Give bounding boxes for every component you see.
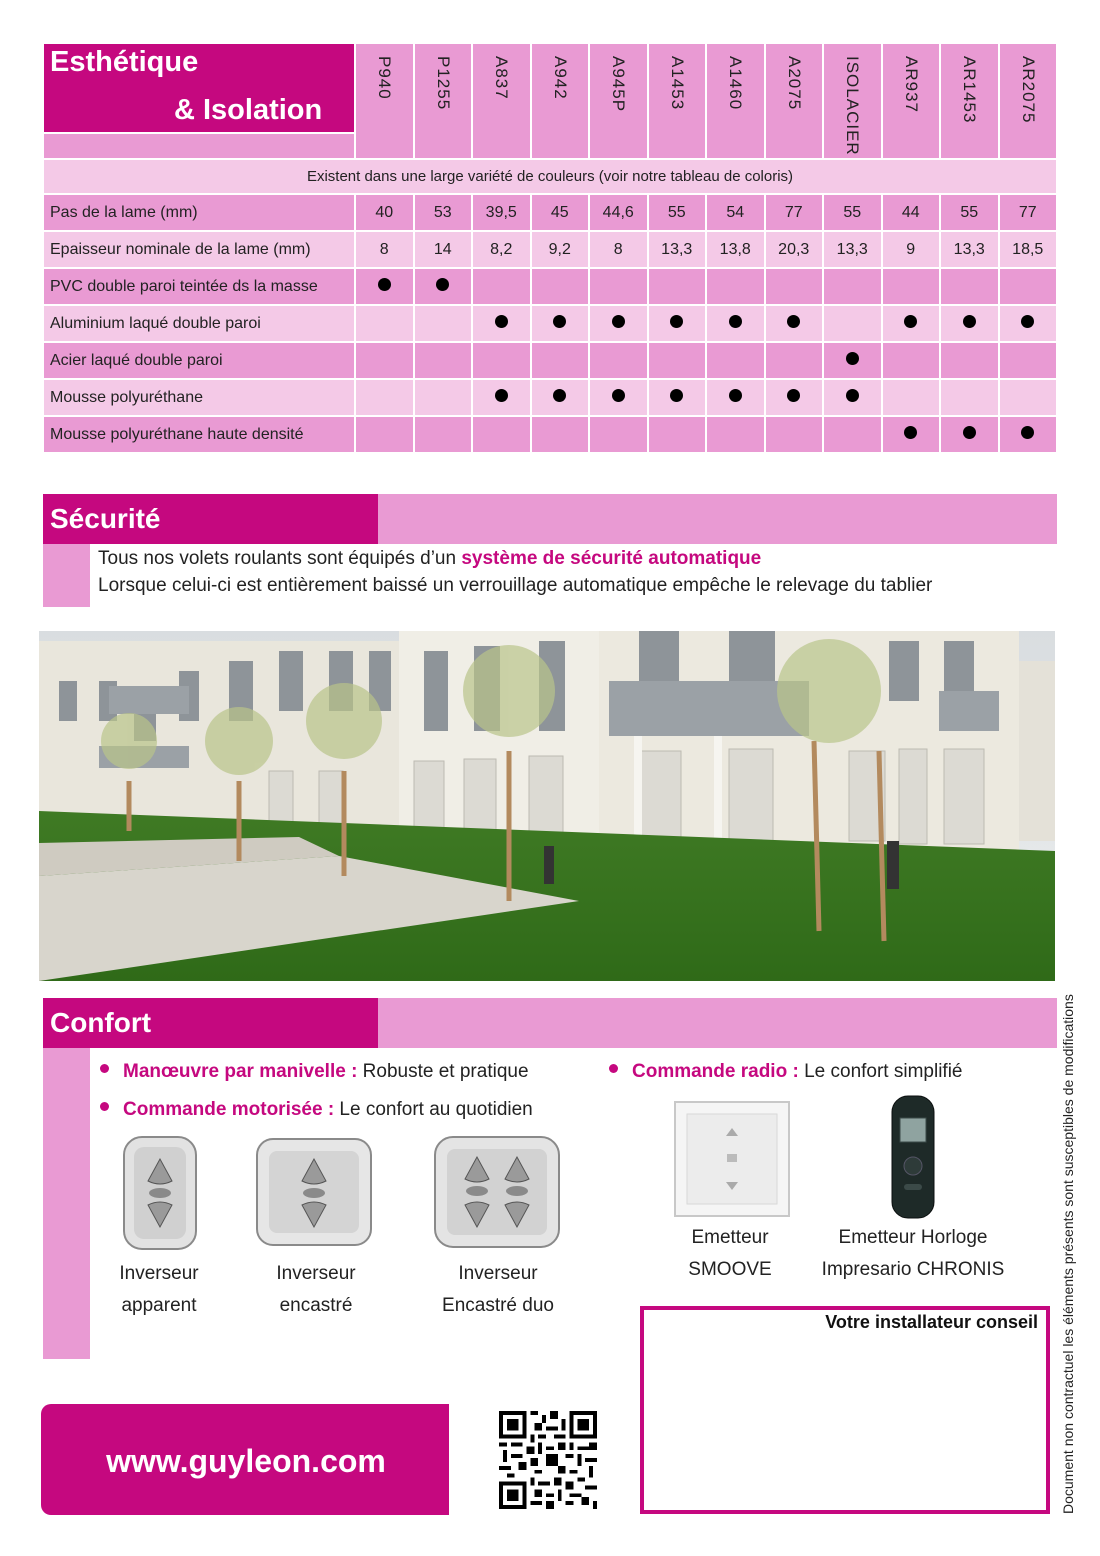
value-cell [415,380,472,415]
feature-dot-cell [532,306,589,341]
smoove-caption: Emetteur SMOOVE [688,1227,772,1280]
switch-apparent-image [122,1135,198,1251]
value-cell [766,343,823,378]
website-bar [41,1404,602,1515]
feature-dot-icon [904,315,917,328]
switch-encastre-caption: Inverseur encastré [276,1263,356,1316]
value-cell [356,380,413,415]
feature-dot-icon [963,315,976,328]
value-cell [473,417,530,452]
value-cell [356,343,413,378]
confort-header-bar [43,998,1057,1048]
model-header: A942 [532,44,589,158]
feature-dot-cell [649,306,706,341]
value-cell [473,269,530,304]
securite-title: Sécurité [43,494,378,544]
value-cell: 77 [1000,195,1057,230]
feature-dot-cell [824,380,881,415]
row-label: Pas de la lame (mm) [44,195,354,230]
value-cell: 40 [356,195,413,230]
value-cell [415,343,472,378]
value-cell [649,417,706,452]
value-cell [941,269,998,304]
value-cell: 54 [707,195,764,230]
value-cell [649,269,706,304]
feature-dot-icon [1021,315,1034,328]
feature-dot-icon [729,389,742,402]
confort-title: Confort [43,998,378,1048]
value-cell [415,306,472,341]
feature-dot-cell [883,417,940,452]
disclaimer: Document non contractuel les éléments présents sont susceptibles de modifications [1060,994,1076,1514]
value-cell [473,343,530,378]
model-header: P940 [356,44,413,158]
securite-line1: Tous nos volets roulants sont équipés d’un système de sécurité automatique [98,548,762,569]
smoove-remote-image [673,1100,791,1218]
bullet-radio: Commande radio : Le confort simplifié [609,1061,963,1083]
feature-dot-cell [766,306,823,341]
feature-dot-cell [590,306,647,341]
value-cell [766,417,823,452]
value-cell: 13,3 [824,232,881,267]
value-cell [356,417,413,452]
feature-dot-icon [553,315,566,328]
securite-highlight: système de sécurité automatique [461,548,762,569]
row-label: Mousse polyuréthane [44,380,354,415]
value-cell [1000,269,1057,304]
model-header: P1255 [415,44,472,158]
building-photo [39,631,1055,981]
value-cell: 13,8 [707,232,764,267]
table-title-line2: & Isolation [174,94,323,126]
value-cell: 77 [766,195,823,230]
feature-dot-icon [612,315,625,328]
feature-dot-icon [436,278,449,291]
table-row [44,380,1056,415]
value-cell [532,269,589,304]
feature-dot-icon [378,278,391,291]
row-label: Acier laqué double paroi [44,343,354,378]
switch-encastre-duo-caption: Inverseur Encastré duo [442,1263,554,1316]
table-row [44,343,1056,378]
table-row [44,232,1056,267]
value-cell [707,417,764,452]
value-cell: 55 [649,195,706,230]
securite-header-bar [43,494,1057,544]
installer-title: Votre installateur conseil [825,1312,1038,1332]
value-cell [824,306,881,341]
table-row [44,306,1056,341]
value-cell [590,343,647,378]
feature-dot-icon [729,315,742,328]
value-cell: 14 [415,232,472,267]
model-header: A837 [473,44,530,158]
value-cell: 55 [824,195,881,230]
value-cell [941,380,998,415]
value-cell [883,343,940,378]
row-label: PVC double paroi teintée ds la masse [44,269,354,304]
feature-dot-cell [707,306,764,341]
feature-dot-icon [553,389,566,402]
feature-dot-cell [1000,306,1057,341]
feature-dot-cell [532,380,589,415]
feature-dot-icon [846,352,859,365]
feature-dot-icon [787,389,800,402]
value-cell: 8 [590,232,647,267]
value-cell: 8 [356,232,413,267]
securite-text [98,545,932,599]
bullet-manivelle: Manœuvre par manivelle : Robuste et pratique [100,1061,529,1083]
value-cell [883,380,940,415]
value-cell [590,269,647,304]
bullet-dot [609,1064,618,1073]
row-label: Epaisseur nominale de la lame (mm) [44,232,354,267]
value-cell [766,269,823,304]
feature-dot-cell [766,380,823,415]
value-cell: 18,5 [1000,232,1057,267]
feature-dot-icon [1021,426,1034,439]
feature-dot-cell [649,380,706,415]
feature-dot-icon [963,426,976,439]
model-header: ISOLACIER [824,44,881,158]
feature-dot-cell [941,417,998,452]
value-cell [824,417,881,452]
value-cell: 13,3 [941,232,998,267]
bullet-dot [100,1064,109,1073]
feature-dot-cell [590,380,647,415]
model-header: A2075 [766,44,823,158]
value-cell [356,306,413,341]
chronis-remote-image [890,1094,936,1220]
value-cell: 39,5 [473,195,530,230]
website-link[interactable]: www.guyleon.com [106,1443,386,1479]
feature-dot-cell [473,380,530,415]
feature-dot-icon [787,315,800,328]
value-cell: 8,2 [473,232,530,267]
model-header: AR1453 [941,44,998,158]
value-cell: 45 [532,195,589,230]
value-cell: 53 [415,195,472,230]
value-cell: 44 [883,195,940,230]
value-cell [1000,343,1057,378]
table-row [44,417,1056,452]
color-note: Existent dans une large variété de couleurs (voir notre tableau de coloris) [44,160,1056,193]
value-cell [1000,380,1057,415]
value-cell [532,343,589,378]
feature-dot-icon [670,389,683,402]
switch-apparent-caption: Inverseur apparent [119,1263,199,1316]
feature-dot-icon [495,315,508,328]
table-row [44,195,1056,230]
table-title [44,44,354,132]
value-cell [532,417,589,452]
value-cell [824,269,881,304]
bullet-dot [100,1102,109,1111]
value-cell [415,417,472,452]
bullet-motorisee: Commande motorisée : Le confort au quotidien [100,1099,533,1121]
feature-dot-icon [670,315,683,328]
table-row [44,269,1056,304]
securite-line2: Lorsque celui-ci est entièrement baissé un verrouillage automatique empêche le relevage du tablier [98,575,933,596]
feature-dot-cell [941,306,998,341]
feature-dot-cell [707,380,764,415]
feature-dot-cell [883,306,940,341]
value-cell [941,343,998,378]
value-cell [883,269,940,304]
chronis-caption: Emetteur Horloge Impresario CHRONIS [821,1227,1005,1280]
feature-dot-cell [824,343,881,378]
feature-dot-icon [495,389,508,402]
installer-box [640,1306,1050,1514]
value-cell: 44,6 [590,195,647,230]
feature-dot-icon [904,426,917,439]
model-header: AR937 [883,44,940,158]
securite-side-accent [43,544,90,607]
value-cell: 9 [883,232,940,267]
qr-container [449,1404,602,1515]
model-header: A1460 [707,44,764,158]
value-cell [707,269,764,304]
value-cell: 13,3 [649,232,706,267]
model-header: A945P [590,44,647,158]
feature-dot-cell [1000,417,1057,452]
feature-dot-icon [846,389,859,402]
feature-dot-icon [612,389,625,402]
model-header: AR2075 [1000,44,1057,158]
feature-dot-cell [415,269,472,304]
value-cell: 20,3 [766,232,823,267]
value-cell [707,343,764,378]
switch-encastre-duo-image [433,1135,561,1249]
feature-dot-cell [473,306,530,341]
value-cell: 55 [941,195,998,230]
switch-encastre-image [255,1137,373,1247]
model-header: A1453 [649,44,706,158]
row-label: Mousse polyuréthane haute densité [44,417,354,452]
header-spacer [44,134,354,158]
row-label: Aluminium laqué double paroi [44,306,354,341]
value-cell: 9,2 [532,232,589,267]
value-cell [649,343,706,378]
spec-table [42,42,1058,454]
confort-side-accent [43,1048,90,1359]
value-cell [590,417,647,452]
qr-code-icon[interactable] [499,1411,597,1509]
table-title-line1: Esthétique [50,46,199,78]
feature-dot-cell [356,269,413,304]
